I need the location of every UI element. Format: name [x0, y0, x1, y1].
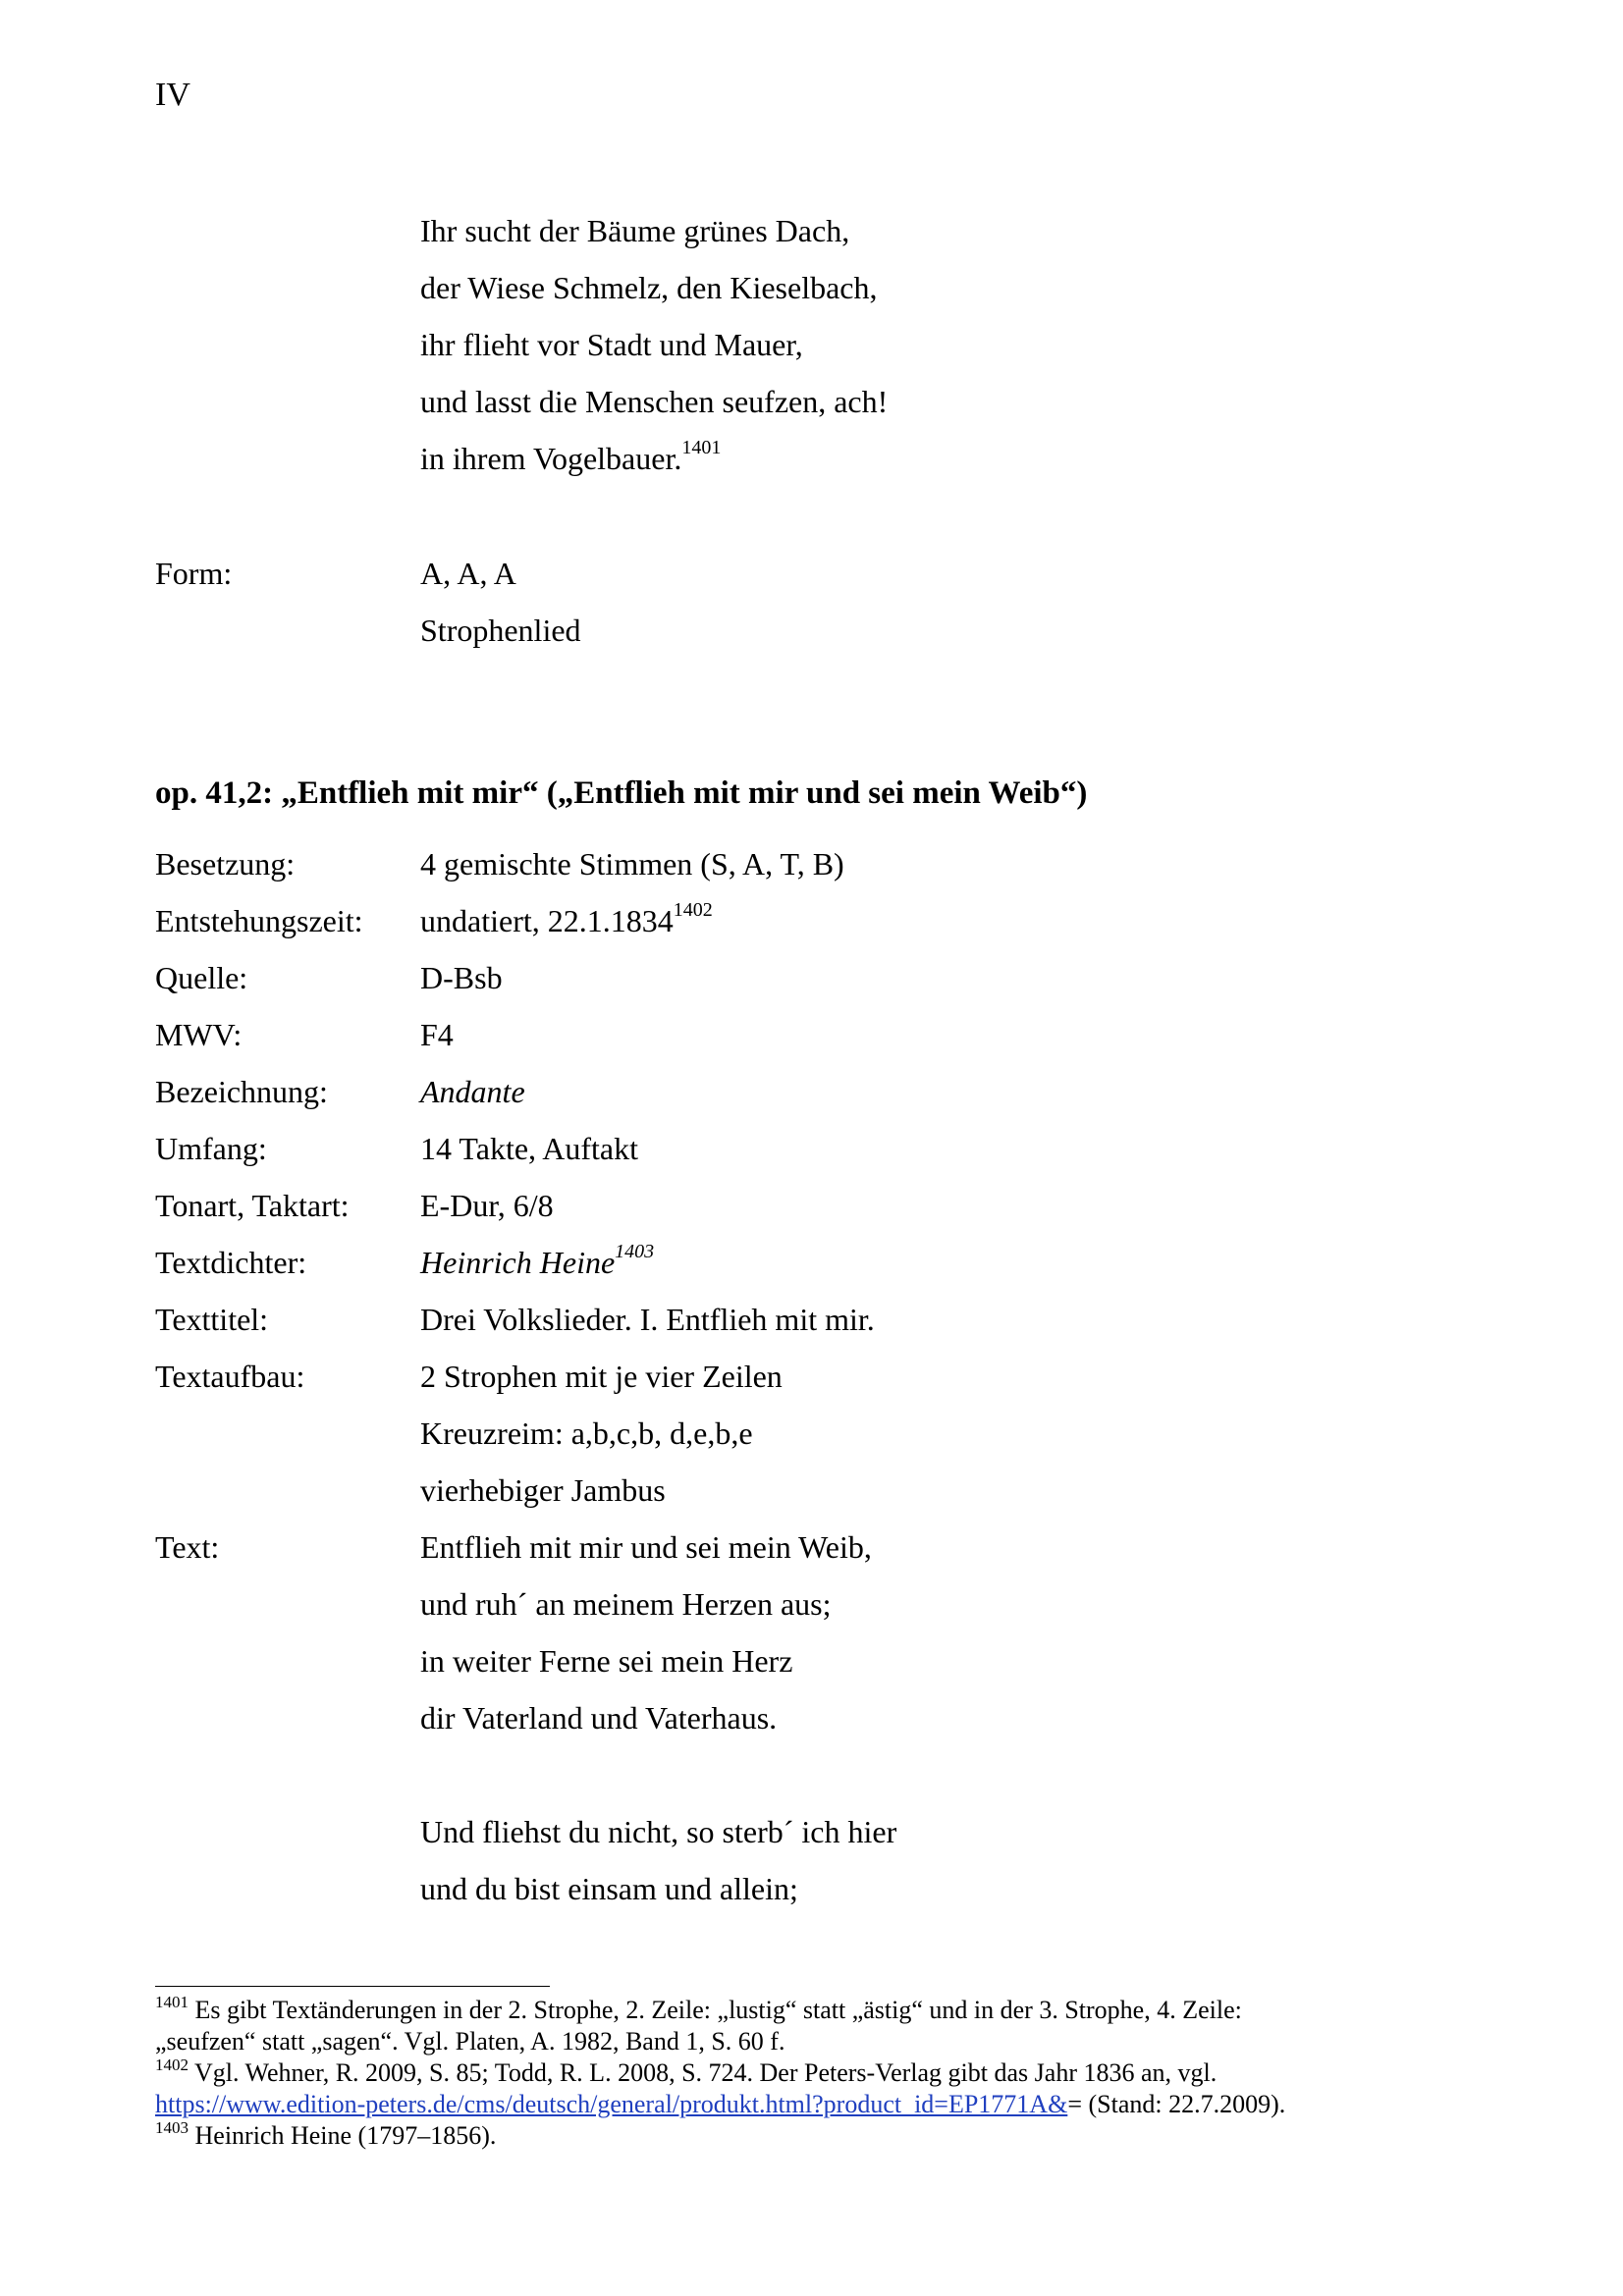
value: undatiert, $22.1.1834^{1402}$	[420, 899, 713, 938]
row-besetzung	[155, 835, 896, 892]
label: Besetzung:	[155, 846, 296, 881]
poem-line: und ruh´ an meinem Herzen aus;	[420, 1586, 832, 1622]
metadata-table	[155, 835, 896, 1917]
poem-line: dir Vaterland und Vaterhaus.	[420, 1700, 778, 1735]
row-textdichter	[155, 1234, 896, 1291]
row-text	[155, 1519, 896, 1575]
row-mwv	[155, 1006, 896, 1063]
label: Text:	[155, 1529, 220, 1565]
section-heading: op. 41,2: „Entflieh mit mir“ („Entflieh mit mir und sei mein Weib“)	[155, 775, 1088, 811]
footnotes	[155, 1995, 1392, 2152]
form-value: A, A, A	[420, 556, 516, 591]
value: 14 Takte, Auftakt	[420, 1131, 639, 1166]
row-entstehungszeit	[155, 892, 896, 949]
row-quelle	[155, 949, 896, 1006]
value: F4	[420, 1017, 454, 1052]
edition-peters-link[interactable]: https://www.edition-peters.de/cms/deutsch/general/produkt.html?product_id=EP1771A&	[155, 2090, 1068, 2118]
form-label: Form:	[155, 556, 233, 591]
textaufbau-line: Kreuzreim: a,b,c,b, d,e,b,e	[420, 1415, 753, 1451]
stanza-gap	[155, 1746, 896, 1803]
footnote-ref-1403[interactable]: 1403	[615, 1241, 655, 1262]
form-value-2: Strophenlied	[420, 613, 581, 648]
footnote-ref-1402[interactable]: 1402	[673, 899, 713, 921]
poem-line: und lasst die Menschen seufzen, ach!	[420, 384, 889, 419]
footnote-1402: $^{1402}$ Vgl. Wehner, R. 2009, S. 85; Todd, R. L. 2008, S. 724. Der Peters-Verlag gibt das Jahr 1836 an, vgl.	[155, 2056, 1217, 2087]
poem-line: der Wiese Schmelz, den Kieselbach,	[420, 270, 878, 305]
footnote-1402-cont: https://www.edition-peters.de/cms/deutsch/general/produkt.html?product_id=EP1771A&= (Stand: 22.7.2009).	[155, 2090, 1286, 2118]
footnote-1403: $^{1403}$ Heinrich Heine (1797–1856).	[155, 2118, 497, 2150]
row-tonart	[155, 1177, 896, 1234]
value: 2 Strophen mit je vier Zeilen	[420, 1359, 783, 1394]
row-umfang	[155, 1120, 896, 1177]
label: Textaufbau:	[155, 1359, 305, 1394]
label: Quelle:	[155, 960, 248, 995]
value: 4 gemischte Stimmen (S, A, T, B)	[420, 846, 844, 881]
value: Andante	[420, 1074, 525, 1109]
footnote-1401: $^{1401}$ Es gibt Textänderungen in der 2. Strophe, 2. Zeile: „lustig“ statt „ästig“ und in der 3. Strophe, 4. Zeile:	[155, 1993, 1242, 2024]
footnote-separator	[155, 1986, 550, 1987]
label: MWV:	[155, 1017, 243, 1052]
row-textaufbau	[155, 1348, 896, 1405]
value: D-Bsb	[420, 960, 503, 995]
value: Heinrich Heine$^{1403}$	[420, 1241, 655, 1280]
poem-line: und du bist einsam und allein;	[420, 1871, 798, 1906]
value: Drei Volkslieder. I. Entflieh mit mir.	[420, 1302, 875, 1337]
label: Bezeichnung:	[155, 1074, 328, 1109]
page-number: IV	[155, 77, 190, 113]
label: Tonart, Taktart:	[155, 1188, 350, 1223]
poem-continuation	[155, 202, 888, 487]
poem-line: Und fliehst du nicht, so sterb´ ich hier	[420, 1814, 897, 1849]
textaufbau-line: vierhebiger Jambus	[420, 1472, 666, 1508]
label: Textdichter:	[155, 1245, 307, 1280]
row-texttitel	[155, 1291, 896, 1348]
form-entry	[155, 545, 581, 659]
footnote-ref-1401[interactable]: 1401	[681, 437, 722, 458]
footnote-1401-cont: „seufzen“ statt „sagen“. Vgl. Platen, A. 1982, Band 1, S. 60 f.	[155, 2027, 785, 2056]
value: E-Dur, 6/8	[420, 1188, 554, 1223]
label: Umfang:	[155, 1131, 267, 1166]
poem-line: in weiter Ferne sei mein Herz	[420, 1643, 793, 1679]
poem-line: ihr flieht vor Stadt und Mauer,	[420, 327, 803, 362]
poem-line: Ihr sucht der Bäume grünes Dach,	[420, 213, 850, 248]
label: Texttitel:	[155, 1302, 269, 1337]
poem-line-last: in ihrem Vogelbauer.$^{1401}$	[420, 437, 722, 476]
label: Entstehungszeit:	[155, 903, 363, 938]
row-bezeichnung	[155, 1063, 896, 1120]
poem-line: Entflieh mit mir und sei mein Weib,	[420, 1529, 872, 1565]
